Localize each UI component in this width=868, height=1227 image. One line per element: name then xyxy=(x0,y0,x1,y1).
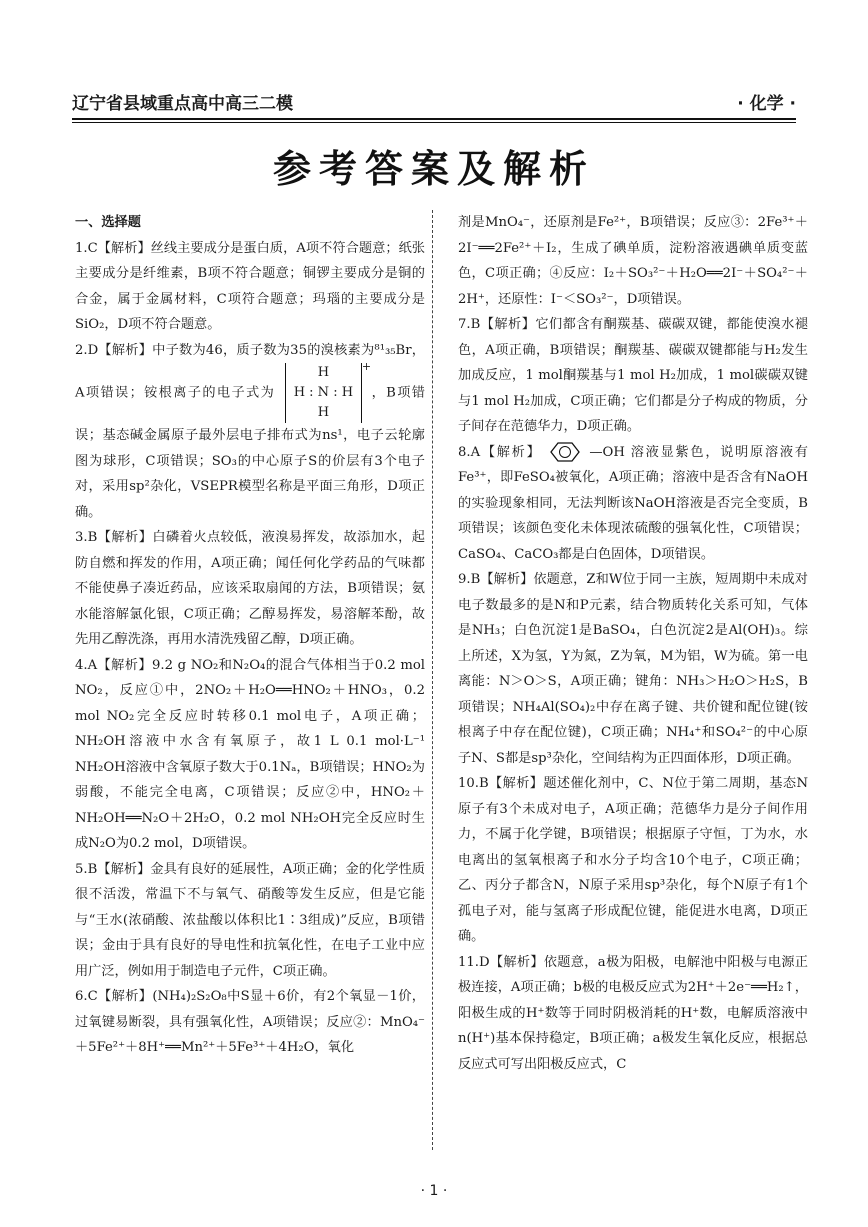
answer-6: 6.C【解析】(NH₄)₂S₂O₈中S显＋6价，有2个氧显－1价，过氧键易断裂，具有强氧化性，A项错误；反应②：MnO₄⁻＋5Fe²⁺＋8H⁺══Mn²⁺＋5Fe³⁺＋4H₂O，氧化 xyxy=(75,989,425,1055)
lewis-top-h: H xyxy=(317,365,330,380)
lewis-charge: + xyxy=(361,360,372,373)
lewis-middle: H : N : H xyxy=(293,385,354,400)
header-rule-thin xyxy=(72,122,796,123)
right-column xyxy=(458,210,808,1077)
ammonium-electron-formula xyxy=(285,360,372,423)
answer-3: 3.B【解析】白磷着火点较低，液溴易挥发，故添加水，起防自燃和挥发的作用，A项正确；闻任何化学药品的气味都不能使鼻子凑近药品，应该采取扇闻的方法，B项错误；氨水能溶解氯化银，C项正确；乙醇易挥发，易溶解苯酚，故先用乙醇洗涤，再用水清洗残留乙醇，D项正确。 xyxy=(75,530,425,647)
answer-1: 1.C【解析】丝线主要成分是蛋白质，A项不符合题意；纸张主要成分是纤维素，B项不符合题意；铜锣主要成分是铜的合金，属于金属材料，C项符合题意；玛瑙的主要成分是SiO₂，D项不符合题意。 xyxy=(75,240,425,332)
header-rule xyxy=(72,118,796,120)
subject-label: · 化学 · xyxy=(737,93,796,114)
answer-2-part2: ，B项错误；基态碱金属原子最外层电子排布式为ns¹，电子云轮廓图为球形，C项错误；SO₃的中心原子S的价层有3个电子对，采用sp²杂化，VSEPR模型名称是平面三角形，D项正确。 xyxy=(75,385,425,520)
benzene-ring-icon xyxy=(550,441,580,463)
answer-2-part1: 2.D【解析】中子数为46，质子数为35的溴核素为⁸¹₃₅Br，A项错误；铵根离子的电子式为 xyxy=(75,342,425,401)
phenol-oh: —OH xyxy=(589,444,625,460)
page-header xyxy=(72,88,796,114)
answer-8-part1: 8.A【解析】 xyxy=(458,444,542,460)
exam-title: 辽宁省县域重点高中高三二模 xyxy=(72,93,293,114)
answer-7: 7.B【解析】它们都含有酮羰基、碳碳双键，都能使溴水褪色，A项正确，B项错误；酮羰基、碳碳双键都能与H₂发生加成反应，1 mol酮羰基与1 mol H₂加成，1 mol碳碳双键与1 mol H₂加成，C项正确；它们都是分子构成的物质，分子间存在范德华力，D项正确。 xyxy=(458,317,808,434)
page-number: · 1 · xyxy=(420,1183,448,1199)
page-title: 参考答案及解析 xyxy=(272,147,595,191)
answer-10: 10.B【解析】题述催化剂中，C、N位于第二周期，基态N原子有3个未成对电子，A项正确；范德华力是分子间作用力，不属于化学键，B项错误；根据原子守恒，丁为水，水电离出的氢氧根离子和水分子均含10个电子，C项正确；乙、丙分子都含N，N原子采用sp³杂化，每个N原子有1个孤电子对，能与氢离子形成配位键，能促进水电离，D项正确。 xyxy=(458,776,808,944)
answer-2 xyxy=(75,338,425,526)
section-title: 一、选择题 xyxy=(75,215,141,230)
answer-4: 4.A【解析】9.2 g NO₂和N₂O₄的混合气体相当于0.2 mol NO₂，反应①中，2NO₂＋H₂O══HNO₂＋HNO₃，0.2 mol NO₂完全反应时转移0.1 mol电子，A项正确；NH₂OH溶液中水含有氧原子，故1 L 0.1 mol·L⁻¹ NH₂OH溶液中含氧原子数大于0.1Nₐ，B项错误；HNO₂为弱酸，不能完全电离，C项错误；反应②中，HNO₂＋NH₂OH══N₂O＋2H₂O，0.2 mol NH₂OH完全反应时生成N₂O为0.2 mol，D项错误。 xyxy=(75,657,425,851)
answer-11: 11.D【解析】依题意，a极为阳极，电解池中阳极与电源正极连接，A项正确；b极的电极反应式为2H⁺＋2e⁻══H₂↑，阳极生成的H⁺数等于同时阴极消耗的H⁺数，电解质溶液中n(H⁺)基本保持稳定，B项正确；a极发生氧化反应，根据总反应式可写出阳极反应式，C xyxy=(458,954,808,1072)
answer-8 xyxy=(458,440,808,568)
left-column xyxy=(75,210,425,1061)
answer-8-part2: 溶液显紫色，说明原溶液有Fe³⁺，即FeSO₄被氧化，A项正确；溶液中是否含有NaOH的实验现象相同，无法判断该NaOH溶液是否完全变质，B项错误；该颜色变化未体现浓硫酸的强氧化性，C项错误；CaSO₄、CaCO₃都是白色固体，D项错误。 xyxy=(458,444,808,562)
answer-6-continued: 剂是MnO₄⁻，还原剂是Fe²⁺，B项错误；反应③：2Fe³⁺＋2I⁻══2Fe²⁺＋I₂，生成了碘单质，淀粉溶液遇碘单质变蓝色，C项正确；④反应：I₂＋SO₃²⁻＋H₂O══2I⁻＋SO₄²⁻＋2H⁺，还原性：I⁻＜SO₃²⁻，D项错误。 xyxy=(458,215,808,307)
answer-5: 5.B【解析】金具有良好的延展性，A项正确；金的化学性质很不活泼，常温下不与氧气、硝酸等发生反应，但是它能与“王水(浓硝酸、浓盐酸以体积比1∶3组成)”反应，B项错误；金由于具有良好的导电性和抗氧化性，在电子工业中应用广泛，例如用于制造电子元件，C项正确。 xyxy=(75,861,425,979)
lewis-bottom-h: H xyxy=(317,405,330,420)
answer-9: 9.B【解析】依题意，Z和W位于同一主族，短周期中未成对电子数最多的是N和P元素，结合物质转化关系可知，气体是NH₃；白色沉淀1是BaSO₄，白色沉淀2是Al(OH)₃。综上所述，X为氢，Y为氮，Z为氧，M为铝，W为硫。第一电离能：N＞O＞S，A项正确；键角：NH₃＞H₂O＞H₂S，B项错误；NH₄Al(SO₄)₂中存在离子键、共价键和配位键(铵根离子中存在配位键)，C项正确；NH₄⁺和SO₄²⁻的中心原子N、S都是sp³杂化，空间结构为正四面体形，D项正确。 xyxy=(458,572,808,766)
column-divider xyxy=(432,210,433,1150)
